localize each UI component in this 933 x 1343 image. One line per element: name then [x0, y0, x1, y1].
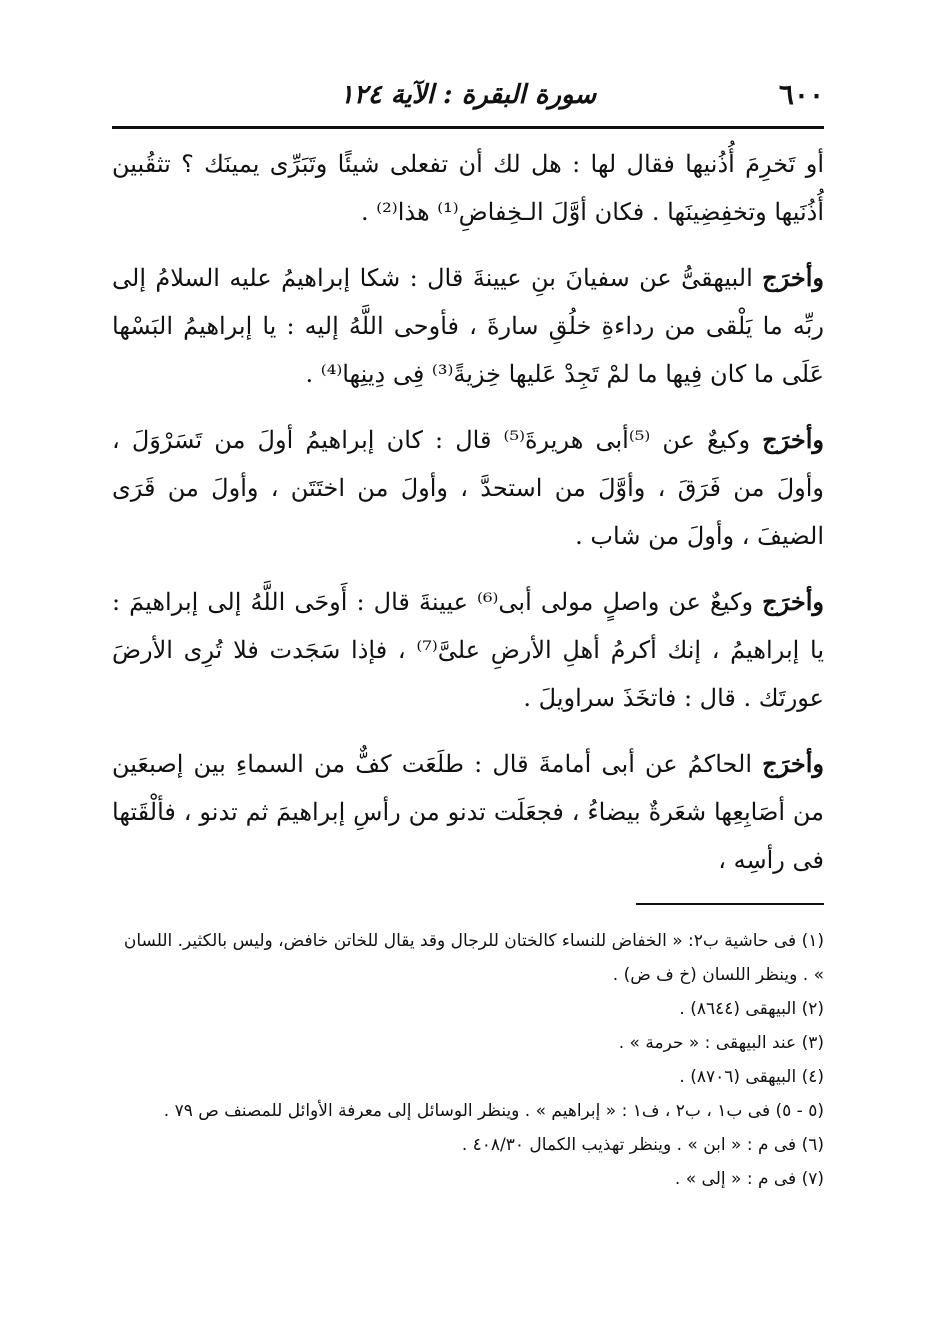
paragraph: [112, 740, 824, 884]
header-divider: [112, 126, 824, 129]
footnote: (٦) فى م : « ابن » . وينظر تهذيب الكمال ٤٠٨/٣٠ .: [461, 1135, 824, 1155]
footnote: (٧) فى م : « إلى » .: [674, 1169, 824, 1189]
footnotes: [112, 924, 824, 1196]
paragraph: [112, 140, 824, 236]
main-text: [112, 140, 824, 902]
paragraph: [112, 254, 824, 398]
paragraph-text: وكيعٌ عن ⁽⁵⁾أبى هريرةَ⁽⁵⁾ قال : كان إبراهيمُ أولَ من تَسَرْوَلَ ، وأولَ من فَرَقَ ، وأوَّلَ من استحدَّ ، وأولَ من اختَتَن ، وأولَ من قَرَى الضيفَ ، وأولَ من شاب .: [112, 426, 824, 550]
paragraph-lead-word: وأخرَج: [762, 749, 824, 778]
footnote: (٣) عند البيهقى : « حرمة » .: [618, 1033, 824, 1053]
paragraph-text: وكيعٌ عن واصلٍ مولى أبى⁽⁶⁾ عيينةَ قال : أَوحَى اللَّهُ إلى إبراهيمَ : يا إبراهيمُ ، إنك أكرمُ أهلِ الأرضِ علىَّ⁽⁷⁾ ، فإذا سَجَدت فلا تُرِى الأرضَ عورتَك . قال : فاتخَذَ سراويلَ .: [112, 588, 825, 712]
paragraph-text: البيهقىُّ عن سفيانَ بنِ عيينةَ قال : شكا إبراهيمُ عليه السلامُ إلى ربِّه ما يَلْقى من رداءةِ خلُقِ سارةَ ، فأوحى اللَّهُ إليه : يا إبراهيمُ البَسْها عَلَى ما كان فِيها ما لمْ تَجِدْ عَليها خِزيةً⁽³⁾ فِى دِينِها⁽⁴⁾ .: [112, 264, 824, 388]
paragraph-lead-word: وأخرَج: [762, 425, 824, 454]
paragraph-text: الحاكمُ عن أبى أمامةَ قال : طلَعَت كفٌّ من السماءِ بين إصبعَين من أصَابِعِها شعَرةٌ بيضاءُ ، فجعَلَت تدنو من رأسِ إبراهيمَ ثم تدنو ، فألْقَتها فى رأسِه ،: [112, 750, 824, 874]
paragraph-lead-word: وأخرَج: [762, 263, 824, 292]
footnote: (١) فى حاشية ب٢: « الخفاض للنساء كالختان للرجال وقد يقال للخاتن خافض، وليس بالكثير. اللسان » . وينظر اللسان (خ ف ض) .: [123, 931, 824, 985]
paragraph: [112, 578, 824, 722]
footnote: (٢) البيهقى (٨٦٤٤) .: [679, 999, 824, 1019]
paragraph: [112, 416, 824, 560]
page-number: ٦٠٠: [778, 78, 824, 111]
paragraph-lead-word: وأخرَج: [762, 587, 824, 616]
page-header: [112, 72, 824, 122]
footnote: (٤) البيهقى (٨٧٠٦) .: [679, 1067, 824, 1087]
running-title: سورة البقرة : الآية ١٢٤: [339, 80, 597, 110]
footnote: (٥ - ٥) فى ب١ ، ب٢ ، ف١ : « إبراهيم » . وينظر الوسائل إلى معرفة الأوائل للمصنف ص ٧٩ .: [163, 1101, 824, 1121]
footnote-divider: [636, 903, 824, 905]
paragraph-text: أو تَخرِمَ أُذُنيها فقال لها : هل لك أن تفعلى شيئًا وتَبَرِّى يمينَك ؟ تثقُبين أُذُنَيها وتخفِضِينَها . فكان أوَّلَ الـخِفاضِ⁽¹⁾ هذا⁽²⁾ .: [112, 150, 824, 226]
